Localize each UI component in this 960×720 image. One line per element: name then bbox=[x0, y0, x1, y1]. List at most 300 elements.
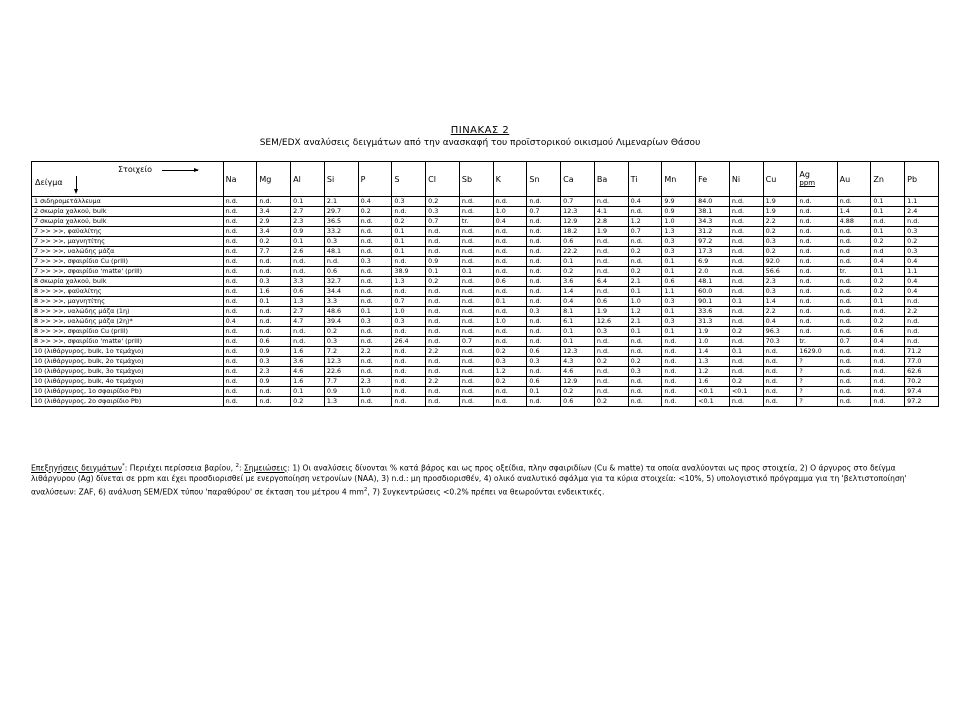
table-cell: 0.1 bbox=[392, 227, 426, 237]
table-cell: 2.3 bbox=[257, 367, 291, 377]
table-cell: 0.1 bbox=[291, 237, 325, 247]
table-cell: 0.2 bbox=[729, 377, 763, 387]
table-cell: 1.3 bbox=[324, 397, 358, 407]
table-cell: 0.4 bbox=[628, 197, 662, 207]
table-cell: n.d. bbox=[527, 227, 561, 237]
table-cell: 0.1 bbox=[871, 197, 905, 207]
analysis-table bbox=[31, 161, 939, 407]
table-cell: n.d. bbox=[628, 397, 662, 407]
table-cell: 2.2 bbox=[763, 217, 797, 227]
table-cell: 0.2 bbox=[493, 347, 527, 357]
table-cell: n.d. bbox=[358, 227, 392, 237]
table-cell: n.d. bbox=[837, 397, 871, 407]
table-cell: 0.1 bbox=[561, 337, 595, 347]
table-cell: n.d. bbox=[527, 287, 561, 297]
row-label: 10 (λιθάργυρος, bulk, 2ο τεμάχιο) bbox=[32, 357, 224, 367]
table-cell: 0.3 bbox=[628, 367, 662, 377]
table-cell: n.d. bbox=[459, 297, 493, 307]
column-header-label: Ca bbox=[563, 174, 574, 184]
table-cell: n.d. bbox=[837, 277, 871, 287]
table-cell: 12.3 bbox=[561, 347, 595, 357]
table-cell: n.d. bbox=[662, 377, 696, 387]
table-cell: 0.2 bbox=[871, 277, 905, 287]
table-cell: n.d. bbox=[223, 247, 257, 257]
table-cell: 36.5 bbox=[324, 217, 358, 227]
table-cell: 2.7 bbox=[291, 207, 325, 217]
row-label: 7 >> >>, μαγνητίτης bbox=[32, 237, 224, 247]
table-cell: 0.3 bbox=[257, 277, 291, 287]
table-cell: 1.1 bbox=[905, 197, 939, 207]
table-cell: 0.4 bbox=[358, 197, 392, 207]
table-cell: 1.1 bbox=[905, 267, 939, 277]
table-cell: n.d. bbox=[459, 317, 493, 327]
table-header-row bbox=[32, 162, 939, 197]
table-cell: 0.7 bbox=[392, 297, 426, 307]
table-cell: n.d. bbox=[358, 237, 392, 247]
table-cell: n.d. bbox=[459, 227, 493, 237]
table-cell: 0.1 bbox=[257, 297, 291, 307]
column-header-label: Al bbox=[293, 174, 301, 184]
table-cell: 3.3 bbox=[324, 297, 358, 307]
table-row bbox=[32, 207, 939, 217]
table-cell: 17.3 bbox=[696, 247, 730, 257]
table-cell: 31.2 bbox=[696, 227, 730, 237]
table-cell: n.d. bbox=[797, 217, 837, 227]
table-cell: n.d. bbox=[493, 387, 527, 397]
table-cell: n.d. bbox=[223, 327, 257, 337]
table-cell: 0.4 bbox=[905, 277, 939, 287]
row-label: 8 σκωρία χαλκού, bulk bbox=[32, 277, 224, 287]
table-cell: n.d. bbox=[223, 347, 257, 357]
table-cell: ? bbox=[797, 387, 837, 397]
table-cell: 0.3 bbox=[493, 357, 527, 367]
table-cell: 38.1 bbox=[696, 207, 730, 217]
table-cell: 0.2 bbox=[493, 377, 527, 387]
table-cell: n.d. bbox=[291, 327, 325, 337]
table-cell: n.d. bbox=[837, 347, 871, 357]
table-row bbox=[32, 217, 939, 227]
table-cell: 0.6 bbox=[324, 267, 358, 277]
column-header-mn bbox=[662, 162, 696, 197]
table-cell: n.d. bbox=[763, 347, 797, 357]
table-cell: n.d. bbox=[223, 267, 257, 277]
table-cell: 12.9 bbox=[561, 217, 595, 227]
table-cell: n.d. bbox=[527, 247, 561, 257]
column-header-label: S bbox=[394, 174, 400, 184]
table-cell: n.d. bbox=[459, 347, 493, 357]
table-cell: n.d. bbox=[871, 387, 905, 397]
table-cell: n.d. bbox=[527, 297, 561, 307]
table-cell: 0.2 bbox=[358, 207, 392, 217]
table-cell: 2.4 bbox=[905, 207, 939, 217]
row-label: 8 >> >>, υαλώδης μάζα (2η)* bbox=[32, 317, 224, 327]
table-cell: 0.1 bbox=[871, 267, 905, 277]
table-cell: n.d. bbox=[392, 387, 426, 397]
table-cell: n.d. bbox=[426, 307, 460, 317]
table-cell: n.d. bbox=[358, 337, 392, 347]
table-cell: n.d. bbox=[729, 397, 763, 407]
table-cell: 29.7 bbox=[324, 207, 358, 217]
column-header-au bbox=[837, 162, 871, 197]
table-cell: n.d. bbox=[628, 347, 662, 357]
table-cell: 2.8 bbox=[594, 217, 628, 227]
table-cell: n.d. bbox=[426, 387, 460, 397]
table-cell: 1.4 bbox=[696, 347, 730, 357]
sample-axis-label: Δείγμα bbox=[35, 178, 63, 187]
table-cell: 0.4 bbox=[871, 337, 905, 347]
remarks-label: Σημειώσεις bbox=[243, 463, 288, 473]
table-cell: n.d. bbox=[358, 287, 392, 297]
table-cell: n.d. bbox=[837, 367, 871, 377]
table-cell: 0.1 bbox=[426, 267, 460, 277]
table-cell: 0.1 bbox=[561, 327, 595, 337]
table-cell: 0.7 bbox=[628, 227, 662, 237]
table-cell: n.d. bbox=[871, 397, 905, 407]
table-cell: 70.3 bbox=[763, 337, 797, 347]
table-cell: n.d. bbox=[905, 217, 939, 227]
table-cell: 18.2 bbox=[561, 227, 595, 237]
table-cell: 0.2 bbox=[628, 357, 662, 367]
table-cell: 34.4 bbox=[324, 287, 358, 297]
table-cell: n.d. bbox=[257, 267, 291, 277]
table-cell: 0.1 bbox=[729, 347, 763, 357]
table-cell: 4.7 bbox=[291, 317, 325, 327]
table-cell: n.d. bbox=[905, 337, 939, 347]
table-cell: n.d. bbox=[459, 377, 493, 387]
table-cell: 0.4 bbox=[493, 217, 527, 227]
table-cell: n.d. bbox=[392, 347, 426, 357]
table-cell: 0.3 bbox=[392, 197, 426, 207]
table-cell: 2.2 bbox=[426, 347, 460, 357]
table-cell: 3.6 bbox=[291, 357, 325, 367]
table-cell: n.d. bbox=[223, 287, 257, 297]
table-cell: 1.9 bbox=[594, 307, 628, 317]
table-cell: ? bbox=[797, 397, 837, 407]
table-cell: tr. bbox=[797, 337, 837, 347]
table-cell: 2.3 bbox=[763, 277, 797, 287]
table-cell: n.d. bbox=[594, 377, 628, 387]
table-cell: 2.6 bbox=[291, 247, 325, 257]
table-cell: n.d. bbox=[291, 337, 325, 347]
table-cell: n.d. bbox=[837, 297, 871, 307]
table-cell: 56.6 bbox=[763, 267, 797, 277]
table-cell: 1.6 bbox=[257, 287, 291, 297]
table-cell: n.d. bbox=[459, 387, 493, 397]
table-subtitle: SEM/EDX αναλύσεις δειγμάτων από την ανασκαφή του προϊστορικού οικισμού Λιμεναρίων Θάσου bbox=[259, 138, 701, 148]
table-cell: 4.1 bbox=[594, 207, 628, 217]
table-cell: 0.7 bbox=[837, 337, 871, 347]
table-cell: n.d. bbox=[358, 367, 392, 377]
table-cell: 0.2 bbox=[871, 317, 905, 327]
sample-explanations-text: : Περιέχει περίσσεια βαρίου, bbox=[124, 463, 234, 473]
table-cell: 0.9 bbox=[662, 207, 696, 217]
table-cell: 0.1 bbox=[628, 287, 662, 297]
row-label: 10 (λιθάργυρος, bulk, 3ο τεμάχιο) bbox=[32, 367, 224, 377]
table-cell: 0.6 bbox=[561, 237, 595, 247]
table-cell: n.d. bbox=[223, 197, 257, 207]
table-cell: n.d. bbox=[797, 247, 837, 257]
column-header-label: Au bbox=[839, 174, 851, 184]
table-cell: n.d. bbox=[729, 357, 763, 367]
table-cell: 0.3 bbox=[324, 337, 358, 347]
table-cell: n.d. bbox=[459, 327, 493, 337]
table-cell: n.d. bbox=[527, 267, 561, 277]
table-row bbox=[32, 247, 939, 257]
table-cell: n.d. bbox=[223, 297, 257, 307]
table-cell: n.d. bbox=[493, 237, 527, 247]
table-cell: 0.1 bbox=[662, 307, 696, 317]
row-label: 10 (λιθάργυρος, bulk, 1ο τεμάχιο) bbox=[32, 347, 224, 357]
table-cell: 1.0 bbox=[696, 337, 730, 347]
table-cell: n.d. bbox=[324, 257, 358, 267]
table-cell: n.d. bbox=[358, 277, 392, 287]
table-cell: n.d. bbox=[493, 197, 527, 207]
column-header-k bbox=[493, 162, 527, 197]
table-cell: n.d. bbox=[426, 287, 460, 297]
table-cell: n.d bbox=[871, 247, 905, 257]
table-cell: n.d. bbox=[797, 297, 837, 307]
table-cell: 0.3 bbox=[358, 317, 392, 327]
table-cell: 1.1 bbox=[662, 287, 696, 297]
table-cell: n.d. bbox=[662, 357, 696, 367]
table-row bbox=[32, 367, 939, 377]
table-cell: n.d. bbox=[257, 327, 291, 337]
table-cell: n.d. bbox=[905, 297, 939, 307]
table-cell: n.d. bbox=[358, 327, 392, 337]
table-cell: n.d. bbox=[257, 317, 291, 327]
table-cell: n.d. bbox=[493, 267, 527, 277]
table-cell: 0.3 bbox=[426, 207, 460, 217]
table-cell: 0.2 bbox=[291, 397, 325, 407]
table-cell: 0.9 bbox=[257, 347, 291, 357]
table-cell: 0.1 bbox=[561, 257, 595, 267]
table-cell: 2.2 bbox=[426, 377, 460, 387]
table-row bbox=[32, 307, 939, 317]
table-cell: n.d. bbox=[628, 387, 662, 397]
table-cell: n.d. bbox=[223, 237, 257, 247]
table-cell: n.d. bbox=[729, 367, 763, 377]
table-cell: n.d. bbox=[459, 287, 493, 297]
table-cell: n.d. bbox=[392, 207, 426, 217]
table-cell: n.d. bbox=[426, 367, 460, 377]
table-cell: n.d. bbox=[628, 257, 662, 267]
table-cell: n.d. bbox=[527, 337, 561, 347]
column-header-mg bbox=[257, 162, 291, 197]
column-header-label: Ba bbox=[596, 174, 608, 184]
table-cell: 2.3 bbox=[291, 217, 325, 227]
table-cell: 12.3 bbox=[561, 207, 595, 217]
table-cell: 0.2 bbox=[905, 237, 939, 247]
table-cell: 0.1 bbox=[662, 327, 696, 337]
table-cell: n.d. bbox=[797, 267, 837, 277]
table-cell: n.d. bbox=[837, 317, 871, 327]
table-row bbox=[32, 397, 939, 407]
table-cell: n.d. bbox=[729, 307, 763, 317]
table-cell: 0.9 bbox=[426, 257, 460, 267]
table-cell: n.d. bbox=[459, 357, 493, 367]
table-cell: n.d. bbox=[291, 257, 325, 267]
table-cell: n.d. bbox=[729, 247, 763, 257]
table-cell: n.d. bbox=[392, 397, 426, 407]
table-cell: 92.0 bbox=[763, 257, 797, 267]
table-cell: 0.3 bbox=[392, 317, 426, 327]
table-cell: n.d. bbox=[392, 377, 426, 387]
table-cell: 2.1 bbox=[628, 277, 662, 287]
table-cell: 2.3 bbox=[358, 377, 392, 387]
column-header-label: Ti bbox=[630, 174, 638, 184]
table-cell: n.d. bbox=[729, 197, 763, 207]
table-cell: 1.2 bbox=[696, 367, 730, 377]
table-row bbox=[32, 277, 939, 287]
table-cell: n.d. bbox=[493, 327, 527, 337]
column-header-label: K bbox=[495, 174, 501, 184]
table-cell: n.d. bbox=[527, 237, 561, 247]
table-cell: 3.4 bbox=[257, 207, 291, 217]
table-cell: n.d. bbox=[594, 287, 628, 297]
table-cell: n.d. bbox=[459, 277, 493, 287]
table-row bbox=[32, 387, 939, 397]
column-header-label: Sb bbox=[461, 174, 473, 184]
table-cell: 90.1 bbox=[696, 297, 730, 307]
table-cell: 0.1 bbox=[628, 327, 662, 337]
table-cell: n.d. bbox=[628, 207, 662, 217]
table-cell: n.d. bbox=[426, 337, 460, 347]
table-cell: n.d. bbox=[837, 357, 871, 367]
table-cell: 1.4 bbox=[561, 287, 595, 297]
table-cell: n.d. bbox=[527, 277, 561, 287]
table-cell: n.d. bbox=[837, 227, 871, 237]
table-cell: <0.1 bbox=[696, 397, 730, 407]
table-cell: 0.4 bbox=[905, 257, 939, 267]
table-row bbox=[32, 337, 939, 347]
table-cell: 0.2 bbox=[628, 247, 662, 257]
table-row bbox=[32, 287, 939, 297]
column-header-sn bbox=[527, 162, 561, 197]
table-cell: 77.0 bbox=[905, 357, 939, 367]
table-cell: ? bbox=[797, 367, 837, 377]
table-cell: 2.1 bbox=[628, 317, 662, 327]
table-cell: 0.7 bbox=[561, 197, 595, 207]
table-cell: 2.2 bbox=[358, 347, 392, 357]
row-label: 8 >> >>, μαγνητίτης bbox=[32, 297, 224, 307]
table-cell: 0.3 bbox=[594, 327, 628, 337]
table-cell: n.d. bbox=[729, 277, 763, 287]
table-cell: 1.0 bbox=[493, 317, 527, 327]
table-cell: 0.3 bbox=[763, 287, 797, 297]
table-cell: n.d. bbox=[763, 357, 797, 367]
table-cell: n.d. bbox=[392, 327, 426, 337]
table-cell: 33.6 bbox=[696, 307, 730, 317]
table-cell: n.d. bbox=[223, 397, 257, 407]
table-cell: 0.6 bbox=[594, 297, 628, 307]
table-cell: 0.4 bbox=[223, 317, 257, 327]
table-cell: ? bbox=[797, 377, 837, 387]
table-cell: n.d. bbox=[729, 257, 763, 267]
table-cell: n.d. bbox=[527, 317, 561, 327]
table-cell: n.d. bbox=[871, 377, 905, 387]
row-label: 10 (λιθάργυρος, 2ο σφαιρίδιο Pb) bbox=[32, 397, 224, 407]
table-cell: 0.1 bbox=[291, 387, 325, 397]
row-label: 7 >> >>, υαλώδης μάζα bbox=[32, 247, 224, 257]
table-cell: 1.2 bbox=[493, 367, 527, 377]
table-cell: n.d. bbox=[493, 397, 527, 407]
table-cell: n.d. bbox=[426, 247, 460, 257]
column-header-label: Ag bbox=[799, 170, 810, 179]
table-cell: n.d. bbox=[729, 207, 763, 217]
table-cell: n.d. bbox=[837, 307, 871, 317]
table-row bbox=[32, 327, 939, 337]
table-cell: n.d. bbox=[837, 387, 871, 397]
table-row bbox=[32, 227, 939, 237]
remarks-end: , 7) Συγκεντρώσεις <0.2% πρέπει να θεωρούνται ενδεικτικές. bbox=[367, 487, 605, 497]
table-cell: 0.1 bbox=[871, 227, 905, 237]
table-cell: 0.1 bbox=[662, 257, 696, 267]
table-cell: 1.4 bbox=[837, 207, 871, 217]
table-cell: n.d. bbox=[527, 257, 561, 267]
table-cell: 1.0 bbox=[392, 307, 426, 317]
table-cell: 1.2 bbox=[628, 307, 662, 317]
table-cell: 1.9 bbox=[763, 197, 797, 207]
table-cell: n.d. bbox=[459, 257, 493, 267]
table-cell: n.d. bbox=[628, 377, 662, 387]
table-cell: 0.7 bbox=[527, 207, 561, 217]
table-cell: n.d. bbox=[905, 317, 939, 327]
table-cell: n.d. bbox=[257, 387, 291, 397]
table-row bbox=[32, 237, 939, 247]
table-cell: 3.4 bbox=[257, 227, 291, 237]
table-cell: 2.9 bbox=[257, 217, 291, 227]
table-cell: 1.3 bbox=[291, 297, 325, 307]
table-cell: n.d. bbox=[729, 227, 763, 237]
table-cell: 8.1 bbox=[561, 307, 595, 317]
table-cell: n.d bbox=[837, 247, 871, 257]
table-cell: 26.4 bbox=[392, 337, 426, 347]
table-cell: n.d. bbox=[459, 367, 493, 377]
table-cell: n.d. bbox=[493, 337, 527, 347]
row-label: 7 >> >>, σφαιρίδιο Cu (prill) bbox=[32, 257, 224, 267]
table-cell: n.d. bbox=[729, 237, 763, 247]
table-cell: 2.1 bbox=[324, 197, 358, 207]
table-cell: n.d. bbox=[426, 397, 460, 407]
table-cell: ? bbox=[797, 357, 837, 367]
table-cell: n.d. bbox=[223, 307, 257, 317]
table-cell: n.d. bbox=[871, 217, 905, 227]
table-cell: 0.1 bbox=[729, 297, 763, 307]
table-cell: n.d. bbox=[426, 227, 460, 237]
table-cell: n.d. bbox=[905, 327, 939, 337]
table-cell: n.d. bbox=[837, 257, 871, 267]
table-cell: n.d. bbox=[797, 307, 837, 317]
table-cell: 1.0 bbox=[358, 387, 392, 397]
table-cell: 0.3 bbox=[257, 357, 291, 367]
table-cell: n.d. bbox=[392, 357, 426, 367]
table-cell: 1.3 bbox=[392, 277, 426, 287]
column-header-label: Na bbox=[225, 174, 237, 184]
column-header-na bbox=[223, 162, 257, 197]
table-cell: 0.6 bbox=[527, 347, 561, 357]
table-cell: 0.2 bbox=[594, 397, 628, 407]
table-cell: 2.7 bbox=[291, 307, 325, 317]
table-cell: 0.2 bbox=[763, 247, 797, 257]
table-cell: n.d. bbox=[459, 397, 493, 407]
column-header-si bbox=[324, 162, 358, 197]
table-cell: n.d. bbox=[223, 377, 257, 387]
table-cell: n.d. bbox=[358, 397, 392, 407]
column-header-label: Cl bbox=[428, 174, 436, 184]
table-cell: 1.6 bbox=[291, 377, 325, 387]
table-cell: n.d. bbox=[797, 327, 837, 337]
table-cell: n.d. bbox=[594, 337, 628, 347]
